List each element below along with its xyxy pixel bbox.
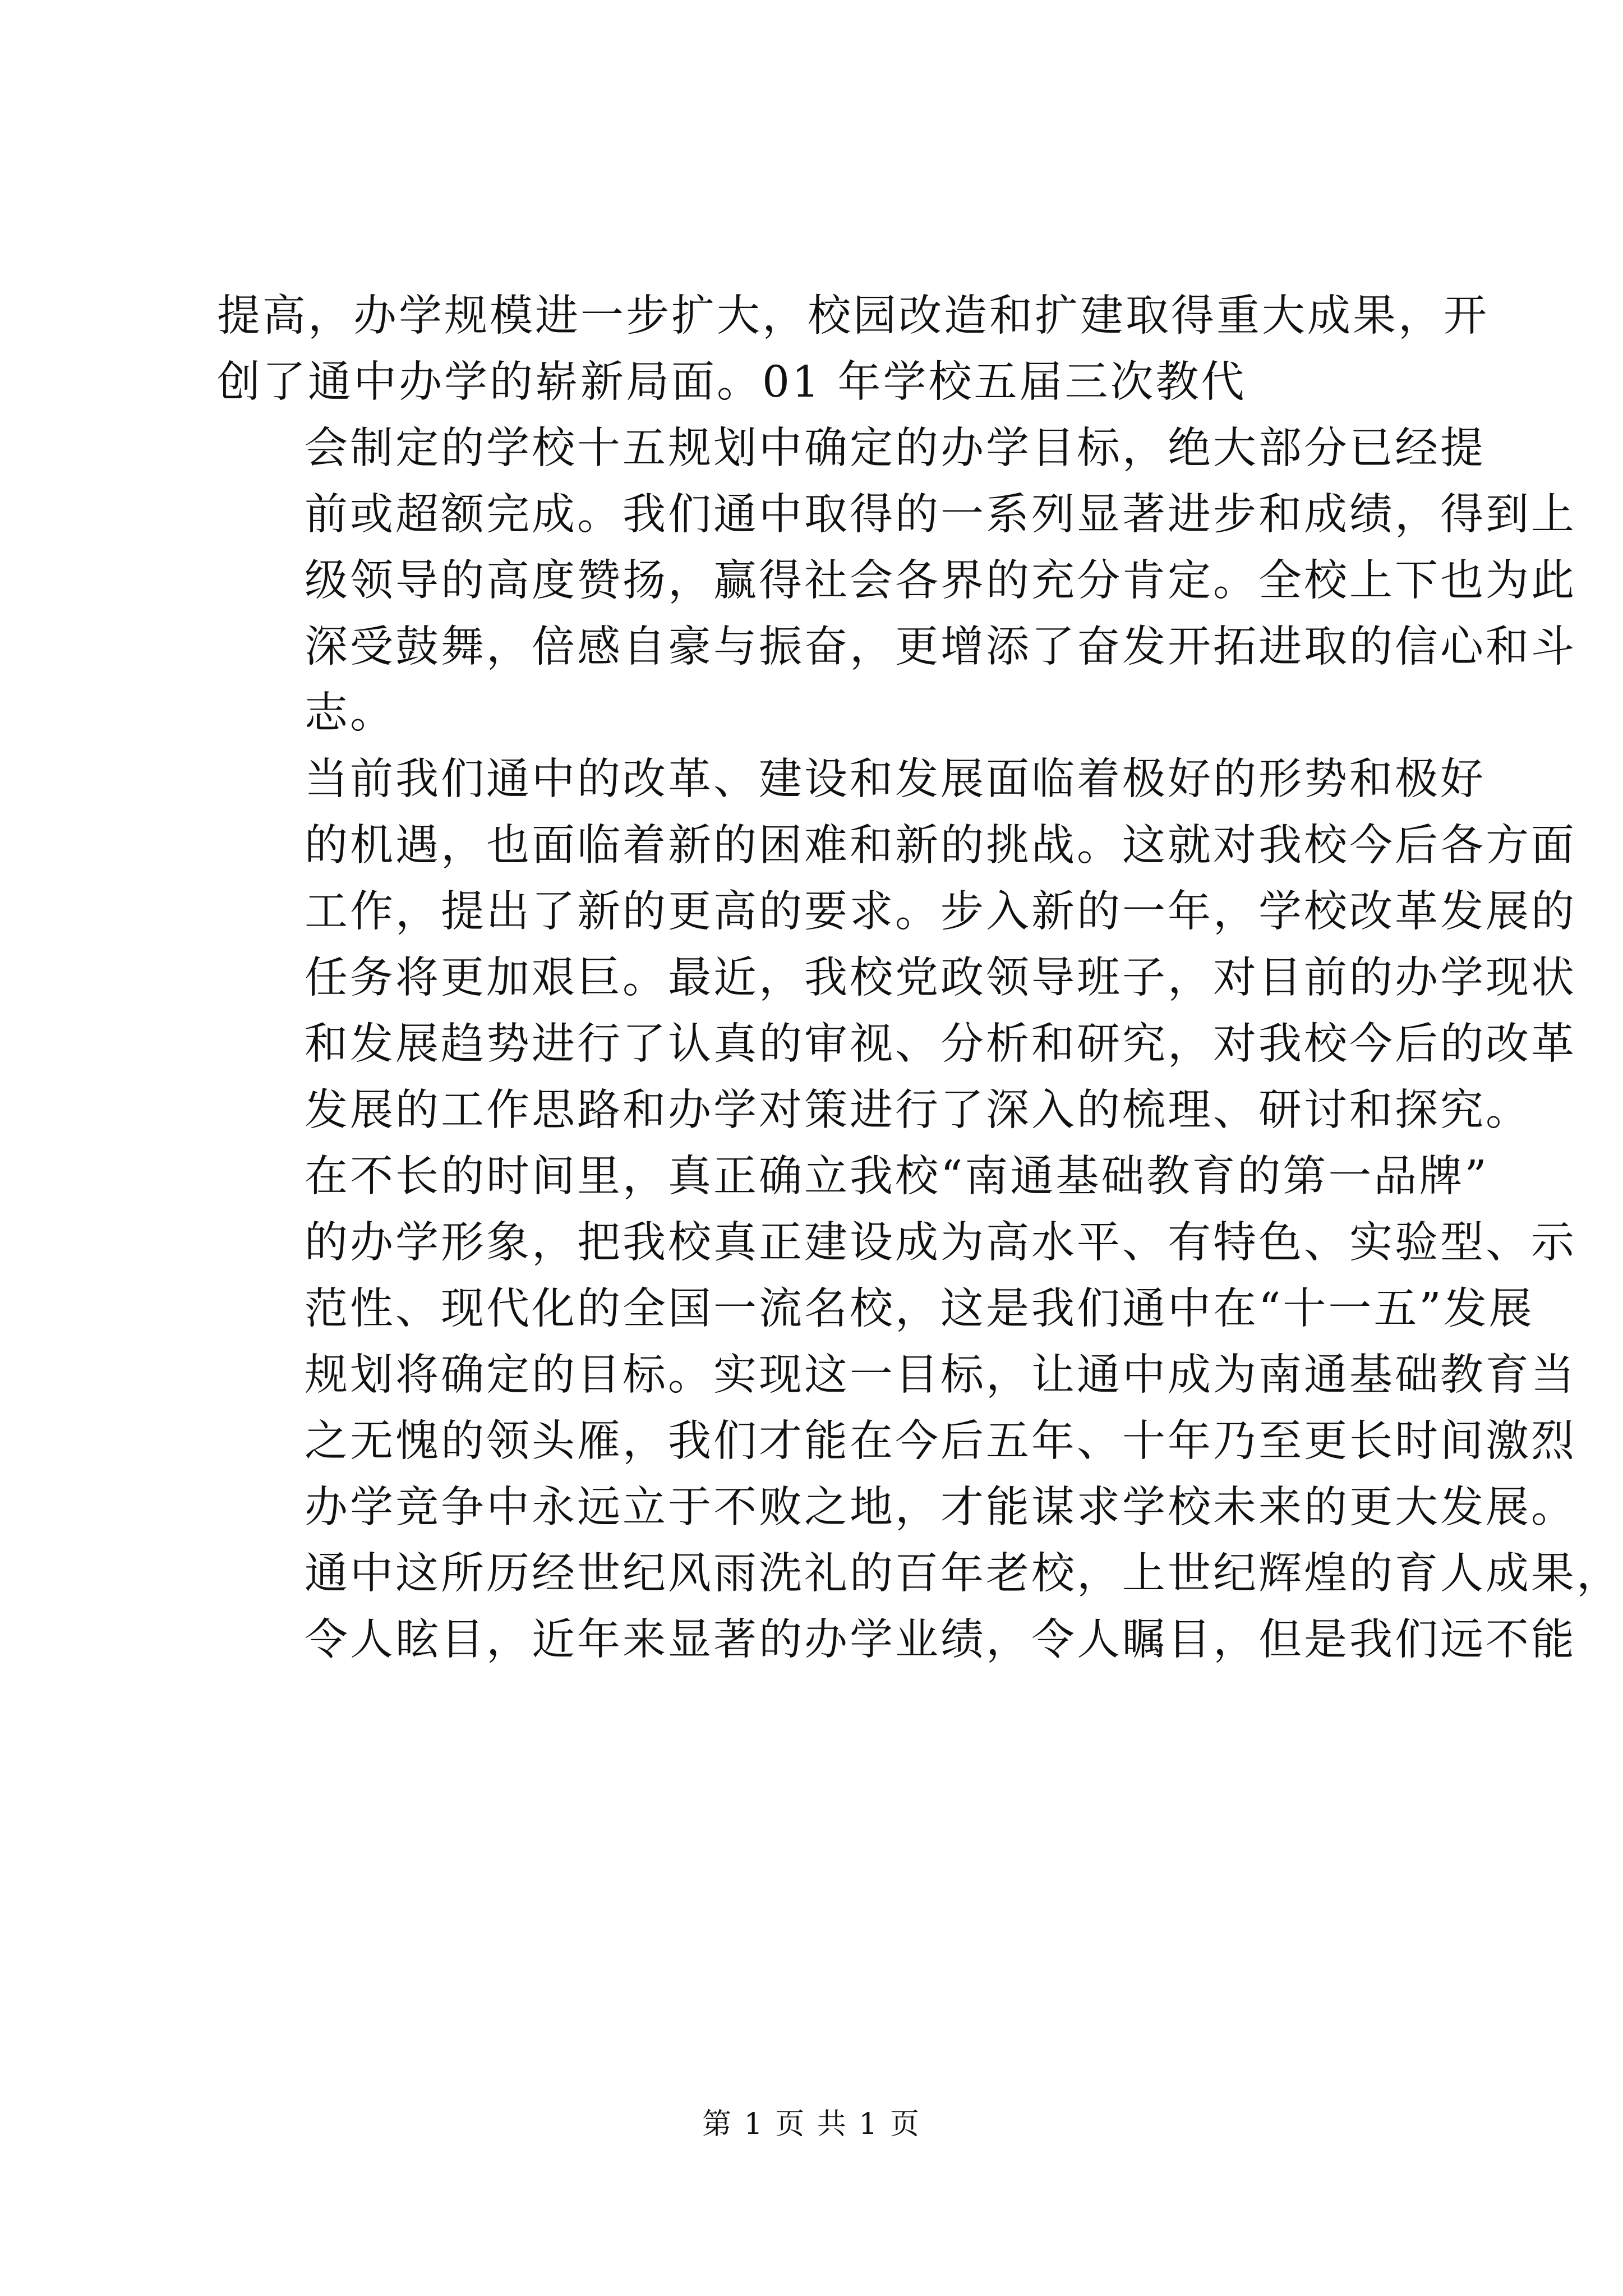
paragraph bbox=[217, 416, 1576, 747]
text-line: 和发展趋势进行了认真的审视、分析和研究，对我校今后的改革 bbox=[305, 1019, 1576, 1069]
text-line: 范性、现代化的全国一流名校，这是我们通中在“十一五”发展 bbox=[305, 1284, 1534, 1334]
text-line: 级领导的高度赞扬，赢得社会各界的充分肯定。全校上下也为此 bbox=[305, 556, 1576, 606]
text-line: 的办学形象，把我校真正建设成为高水平、有特色、实验型、示 bbox=[305, 1218, 1576, 1268]
text-line: 令人眩目，近年来显著的办学业绩，令人瞩目，但是我们远不能 bbox=[305, 1615, 1576, 1665]
text-line: 工作，提出了新的更高的要求。步入新的一年，学校改革发展的 bbox=[305, 887, 1576, 937]
paragraph bbox=[217, 1144, 1622, 1673]
text-line: 提高，办学规模进一步扩大，校园改造和扩建取得重大成果，开 bbox=[217, 291, 1489, 341]
text-line: 前或超额完成。我们通中取得的一系列显著进步和成绩，得到上 bbox=[305, 490, 1576, 540]
text-line: 志。 bbox=[305, 688, 395, 738]
page-footer: 第 1 页 共 1 页 bbox=[702, 2108, 921, 2141]
text-line: 之无愧的领头雁，我们才能在今后五年、十年乃至更长时间激烈 bbox=[305, 1416, 1576, 1466]
text-line: 的机遇，也面临着新的困难和新的挑战。这就对我校今后各方面 bbox=[305, 821, 1576, 871]
text-line: 会制定的学校十五规划中确定的办学目标，绝大部分已经提 bbox=[305, 424, 1486, 473]
text-line: 在不长的时间里，真正确立我校“南通基础教育的第一品牌” bbox=[305, 1152, 1489, 1202]
text-line: 深受鼓舞，倍感自豪与振奋，更增添了奋发开拓进取的信心和斗 bbox=[305, 622, 1576, 672]
text-line: 任务将更加艰巨。最近，我校党政领导班子，对目前的办学现状 bbox=[305, 953, 1576, 1003]
paragraph bbox=[217, 747, 1576, 1144]
document-body bbox=[217, 283, 1622, 1673]
paragraph bbox=[217, 283, 1489, 416]
text-line: 当前我们通中的改革、建设和发展面临着极好的形势和极好 bbox=[305, 754, 1486, 804]
text-line: 规划将确定的目标。实现这一目标，让通中成为南通基础教育当 bbox=[305, 1350, 1576, 1400]
text-line: 发展的工作思路和办学对策进行了深入的梳理、研讨和探究。 bbox=[305, 1085, 1531, 1135]
text-line: 办学竞争中永远立于不败之地，才能谋求学校未来的更大发展。 bbox=[305, 1483, 1576, 1533]
text-line: 通中这所历经世纪风雨洗礼的百年老校，上世纪辉煌的育人成果， bbox=[305, 1549, 1622, 1599]
text-line: 创了通中办学的崭新局面。01 年学校五届三次教代 bbox=[217, 357, 1247, 407]
